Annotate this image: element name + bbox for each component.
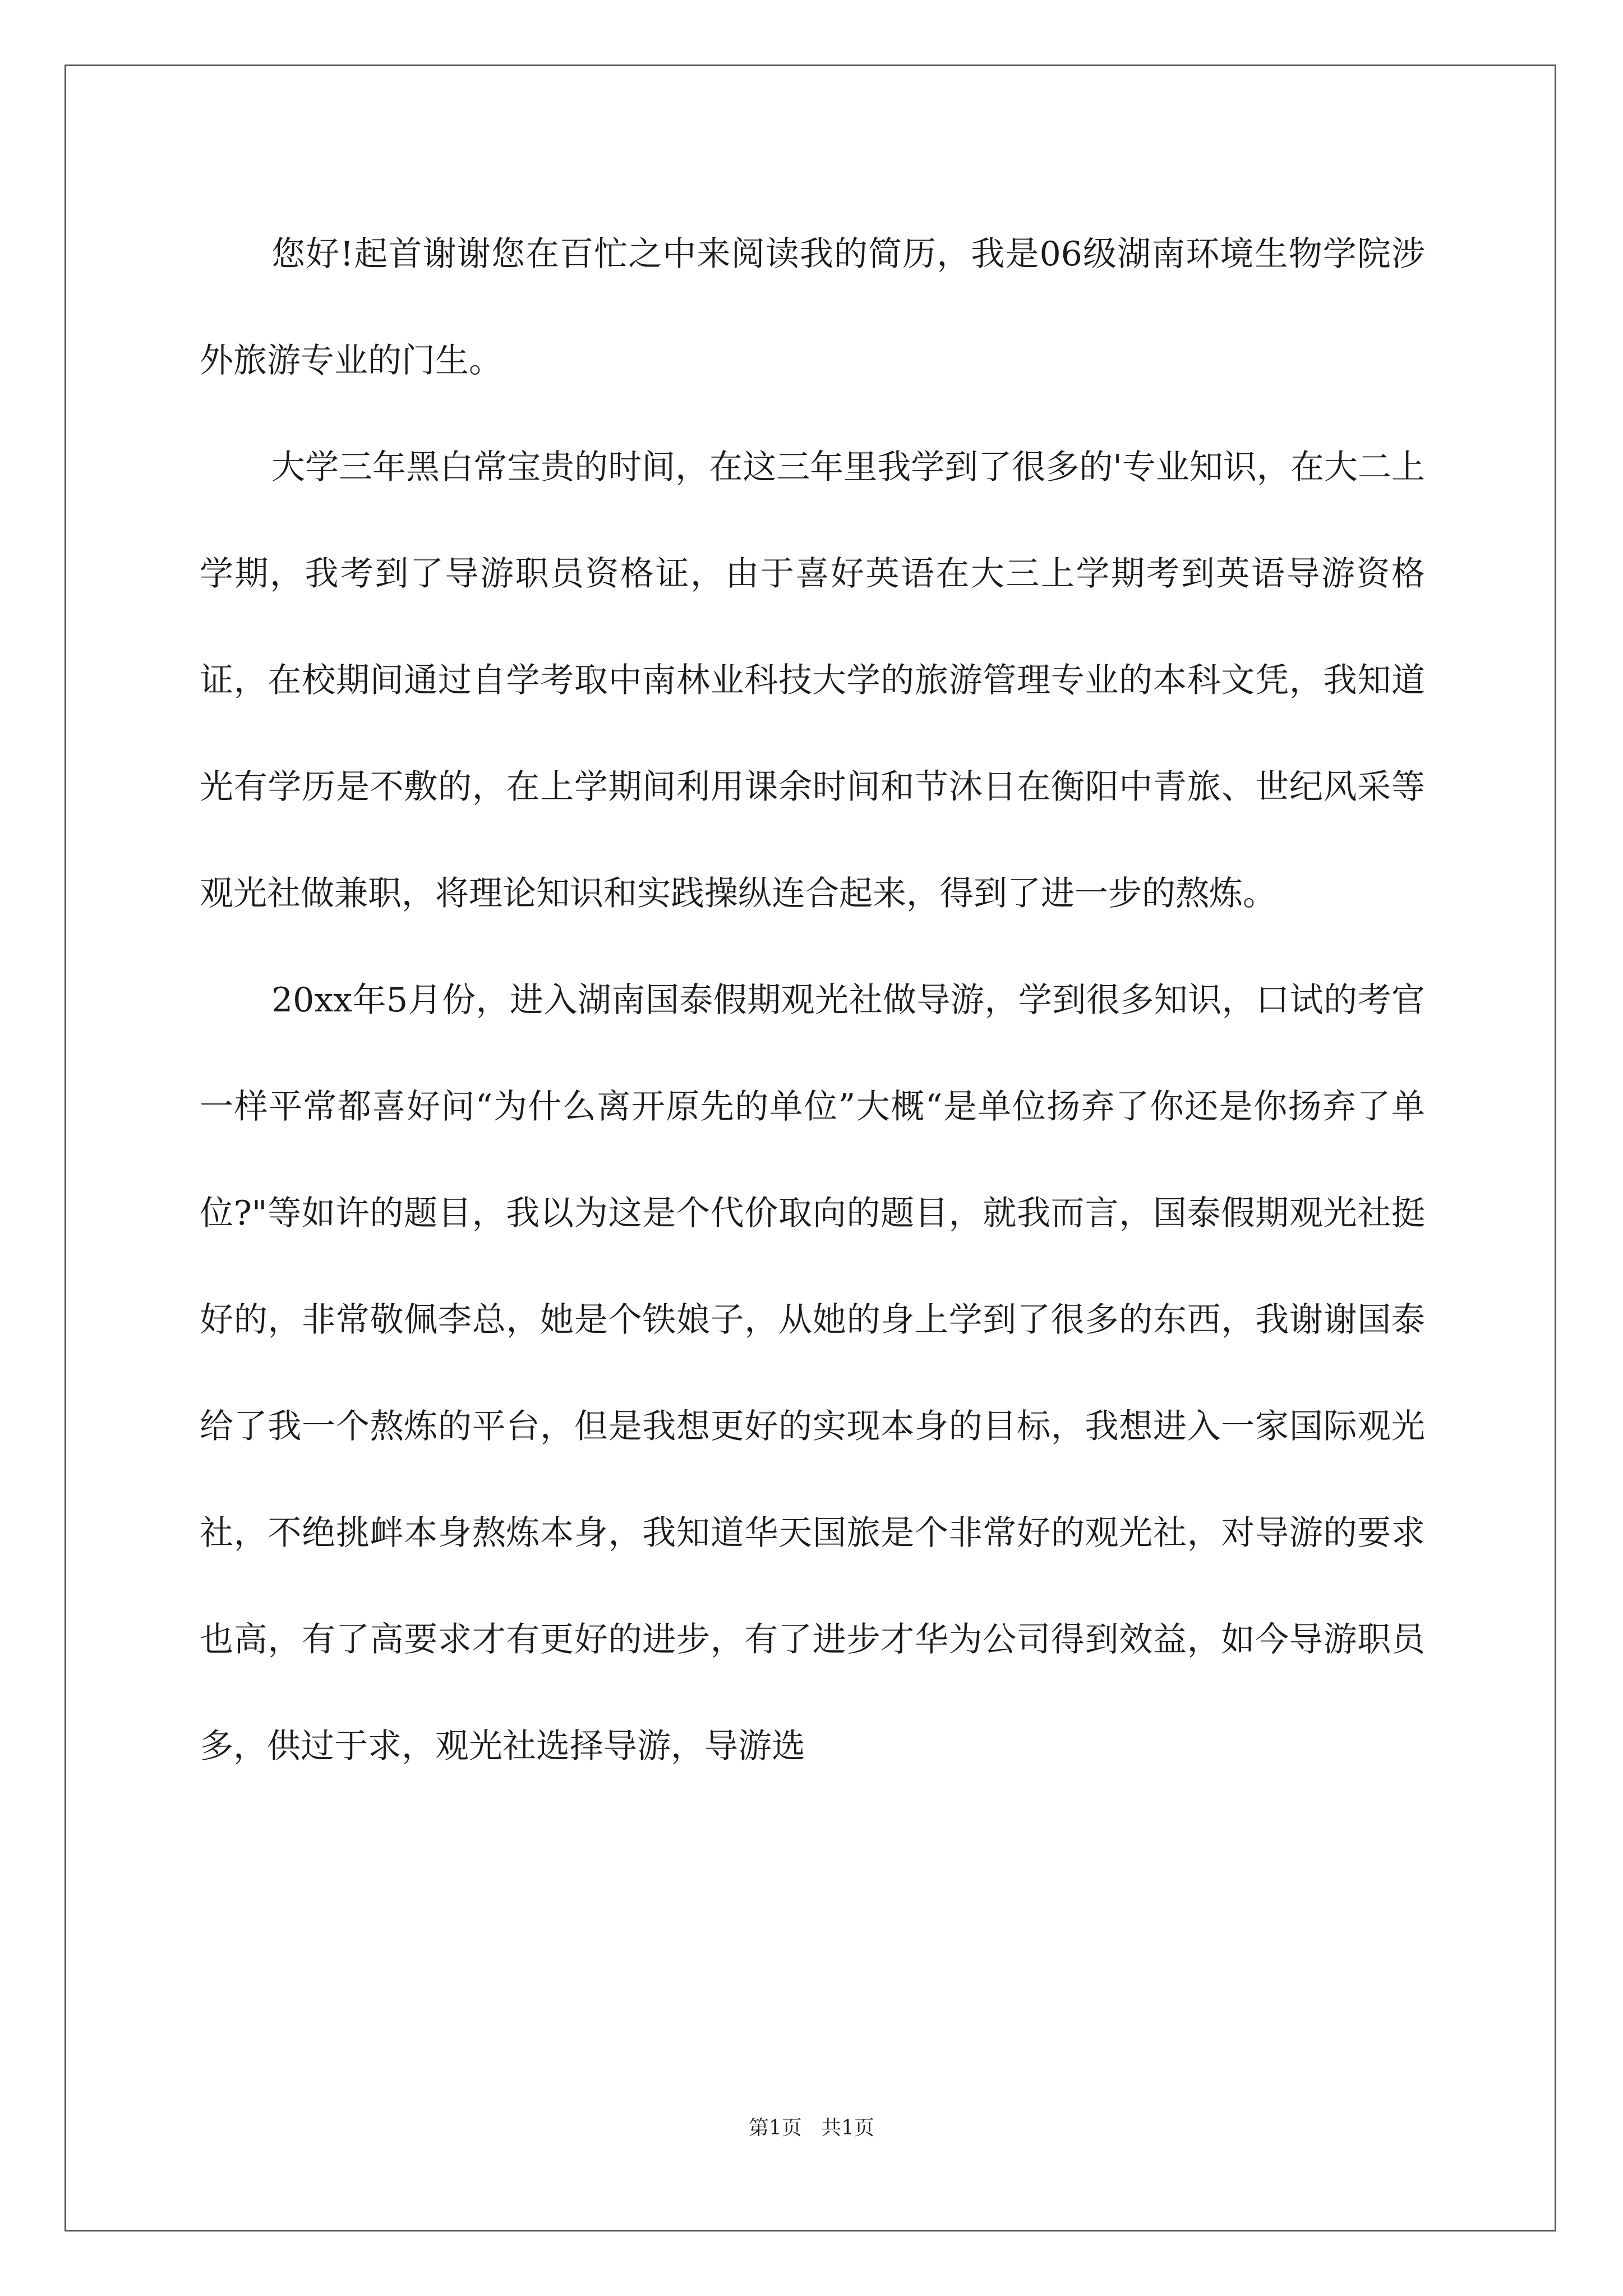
document-body [200, 201, 1425, 1800]
paragraph-university: 大学三年黑白常宝贵的时间，在这三年里我学到了很多的'专业知识，在大二上学期，我考到了导游职员资格证，由于喜好英语在大三上学期考到英语导游资格证，在校期间通过自学考取中南林业科技大学的旅游管理专业的本科文凭，我知道光有学历是不敷的，在上学期间利用课余时间和节沐日在衡阳中青旅、世纪风采等观光社做兼职，将理论知识和实践操纵连合起来，得到了进一步的熬炼。 [200, 448, 1425, 913]
paragraph-work-experience: 20xx年5月份，进入湖南国泰假期观光社做导游，学到很多知识，口试的考官一样平常都喜好问“为什么离开原先的单位”大概“是单位扬弃了你还是你扬弃了单位?"等如许的题目，我以为这是个代价取向的题目，就我而言，国泰假期观光社挺好的，非常敬佩李总，她是个铁娘子，从她的身上学到了很多的东西，我谢谢国泰给了我一个熬炼的平台，但是我想更好的实现本身的目标，我想进入一家国际观光社，不绝挑衅本身熬炼本身，我知道华天国旅是个非常好的观光社，对导游的要求也高，有了高要求才有更好的进步，有了进步才华为公司得到效益，如今导游职员多，供过于求，观光社选择导游，导游选 [200, 981, 1425, 1766]
paragraph-greeting: 您好!起首谢谢您在百忙之中来阅读我的简历，我是06级湖南环境生物学院涉外旅游专业的门生。 [200, 234, 1425, 380]
page-number-footer: 第1页 共1页 [748, 2116, 875, 2139]
